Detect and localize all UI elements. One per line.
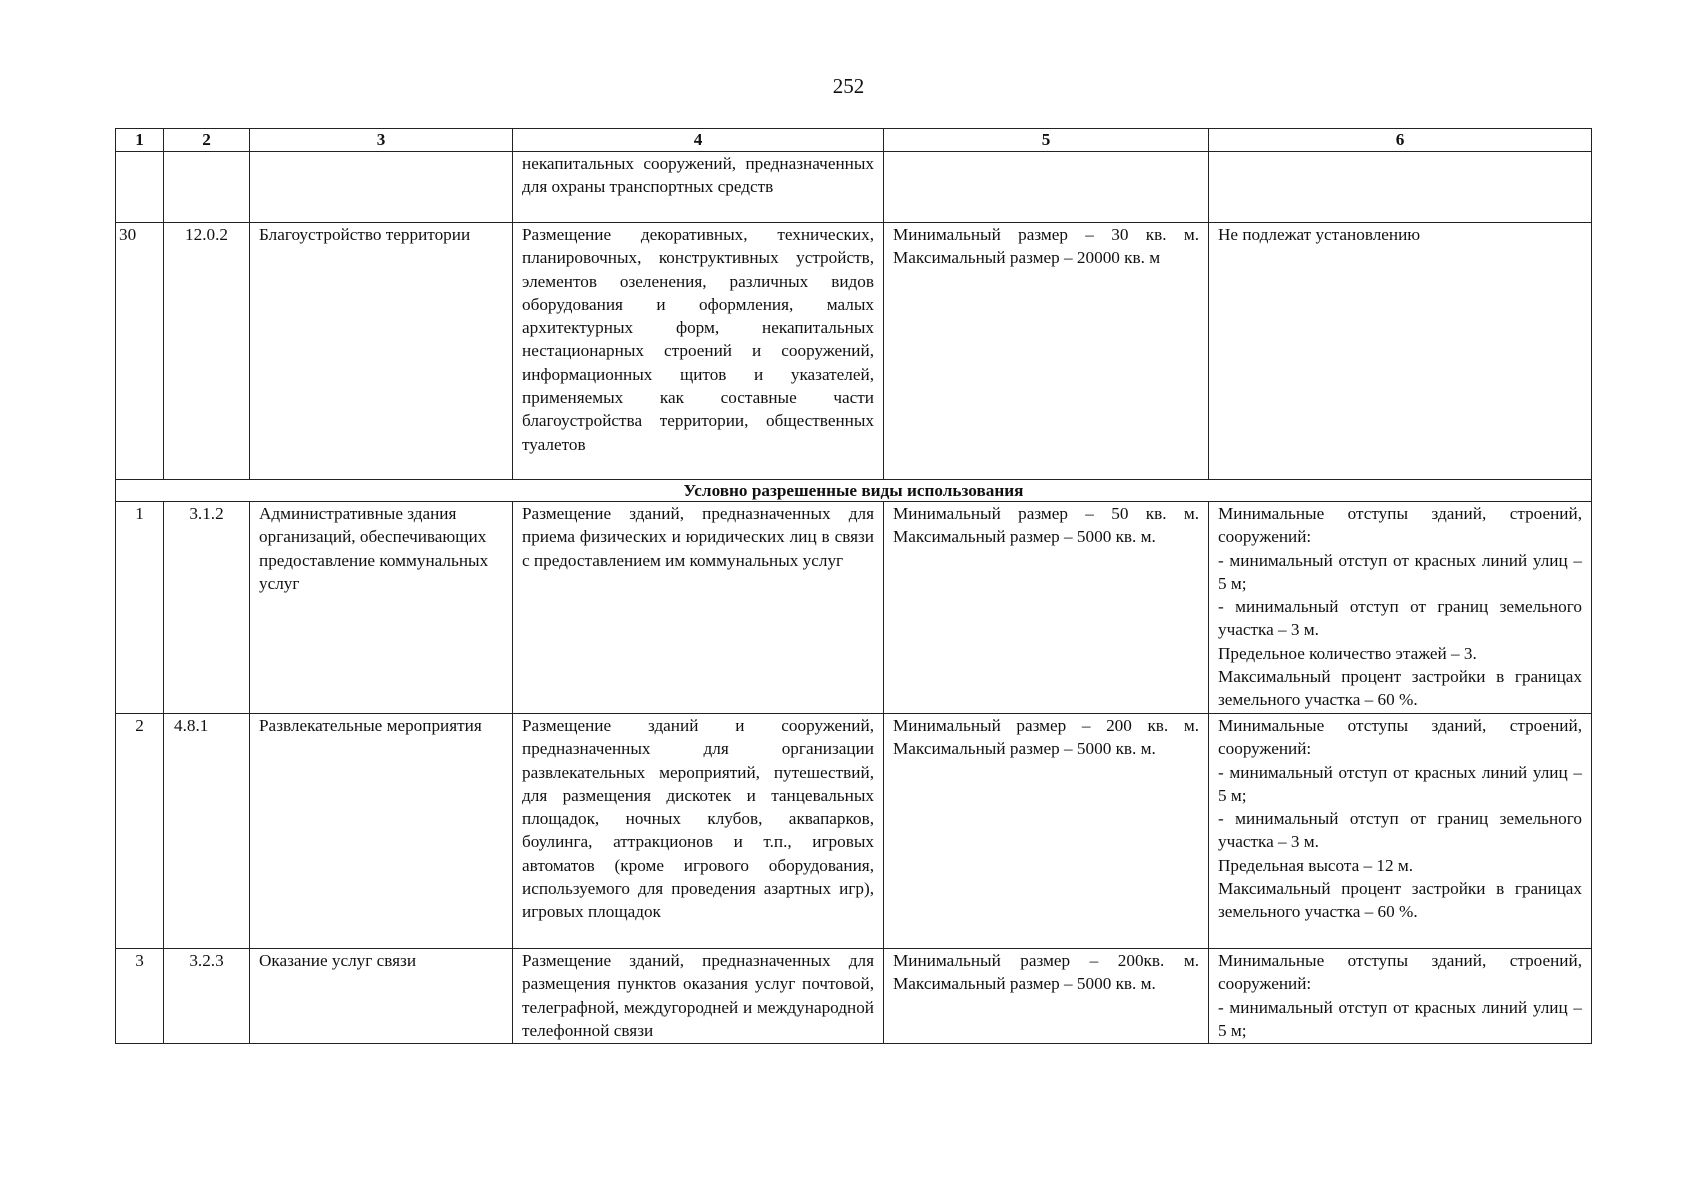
- cell-name: Административные здания организаций, обеспечивающих предоставление коммунальных услуг: [250, 502, 513, 714]
- param-line: - минимальный отступ от границ земельного участка – 3 м.: [1218, 597, 1582, 640]
- cell-name: [250, 152, 513, 223]
- cell-description: Размещение зданий, предназначенных для размещения пунктов оказания услуг почтовой, телеграфной, междугородней и международной телефонной связи: [513, 949, 884, 1044]
- table-row-2: [116, 714, 1592, 949]
- column-header-3: 3: [250, 129, 513, 152]
- header-row: [116, 129, 1592, 152]
- cell-name: Благоустройство территории: [250, 223, 513, 480]
- column-header-4: 4: [513, 129, 884, 152]
- section-title: Условно разрешенные виды использования: [116, 480, 1592, 502]
- cell-code: 12.0.2: [164, 223, 250, 480]
- param-line: Максимальный процент застройки в границах земельного участка – 60 %.: [1218, 879, 1582, 922]
- param-line: Предельная высота – 12 м.: [1218, 855, 1414, 875]
- cell-size: Минимальный размер – 30 кв. м. Максимальный размер – 20000 кв. м: [884, 223, 1209, 480]
- cell-number: 1: [116, 502, 164, 714]
- section-row: [116, 480, 1592, 502]
- param-line: Максимальный процент застройки в границах земельного участка – 60 %.: [1218, 667, 1582, 710]
- cell-params: [1209, 714, 1592, 949]
- cell-code: [164, 152, 250, 223]
- cell-description: Размещение декоративных, технических, планировочных, конструктивных устройств, элементов озеленения, различных видов оборудования и оформления, малых архитектурных форм, некапитальных нестационарных строений и сооружений, информационных щитов и указателей, применяемых как составные части благоустройства территории, общественных туалетов: [513, 223, 884, 480]
- cell-code: 4.8.1: [164, 714, 250, 949]
- cell-code: 3.2.3: [164, 949, 250, 1044]
- table-row-30: [116, 223, 1592, 480]
- param-line: - минимальный отступ от красных линий улиц – 5 м;: [1218, 550, 1582, 593]
- cell-number: 3: [116, 949, 164, 1044]
- cell-number: 2: [116, 714, 164, 949]
- param-line: Минимальные отступы зданий, строений, сооружений:: [1218, 716, 1582, 759]
- cell-number: [116, 152, 164, 223]
- param-line: - минимальный отступ от красных линий улиц – 5 м;: [1218, 997, 1582, 1040]
- cell-params: [1209, 502, 1592, 714]
- column-header-2: 2: [164, 129, 250, 152]
- param-line: Не подлежат установлению: [1218, 225, 1421, 244]
- cell-number: 30: [116, 223, 164, 480]
- column-header-6: 6: [1209, 129, 1592, 152]
- cell-description: Размещение зданий и сооружений, предназначенных для организации развлекательных мероприятий, путешествий, для размещения дискотек и танцевальных площадок, ночных клубов, аквапарков, боулинга, аттракционов и т.п., игровых автоматов (кроме игрового оборудования, используемого для проведения азартных игр), игровых площадок: [513, 714, 884, 949]
- param-line: Минимальные отступы зданий, строений, сооружений:: [1218, 951, 1582, 994]
- cell-size: Минимальный размер – 200 кв. м. Максимальный размер – 5000 кв. м.: [884, 714, 1209, 949]
- table-row-3: [116, 949, 1592, 1044]
- table-row-1: [116, 502, 1592, 714]
- land-use-regulations-table: [115, 128, 1592, 1044]
- cell-code: 3.1.2: [164, 502, 250, 714]
- cell-description: Размещение зданий, предназначенных для приема физических и юридических лиц в связи с предоставлением им коммунальных услуг: [513, 502, 884, 714]
- param-line: - минимальный отступ от границ земельного участка – 3 м.: [1218, 809, 1582, 852]
- column-header-1: 1: [116, 129, 164, 152]
- cell-size: Минимальный размер – 200кв. м. Максимальный размер – 5000 кв. м.: [884, 949, 1209, 1044]
- table-row-continuation: [116, 152, 1592, 223]
- param-line: Предельное количество этажей – 3.: [1218, 643, 1477, 663]
- cell-size: Минимальный размер – 50 кв. м. Максимальный размер – 5000 кв. м.: [884, 502, 1209, 714]
- column-header-5: 5: [884, 129, 1209, 152]
- cell-name: Развлекательные мероприятия: [250, 714, 513, 949]
- cell-params: [1209, 152, 1592, 223]
- cell-params: [1209, 223, 1592, 480]
- cell-description: некапитальных сооружений, предназначенных для охраны транспортных средств: [513, 152, 884, 223]
- cell-size: [884, 152, 1209, 223]
- param-line: Минимальные отступы зданий, строений, сооружений:: [1218, 504, 1582, 547]
- page-number: 252: [832, 74, 865, 98]
- cell-name: Оказание услуг связи: [250, 949, 513, 1044]
- cell-params: [1209, 949, 1592, 1044]
- param-line: - минимальный отступ от красных линий улиц – 5 м;: [1218, 762, 1582, 805]
